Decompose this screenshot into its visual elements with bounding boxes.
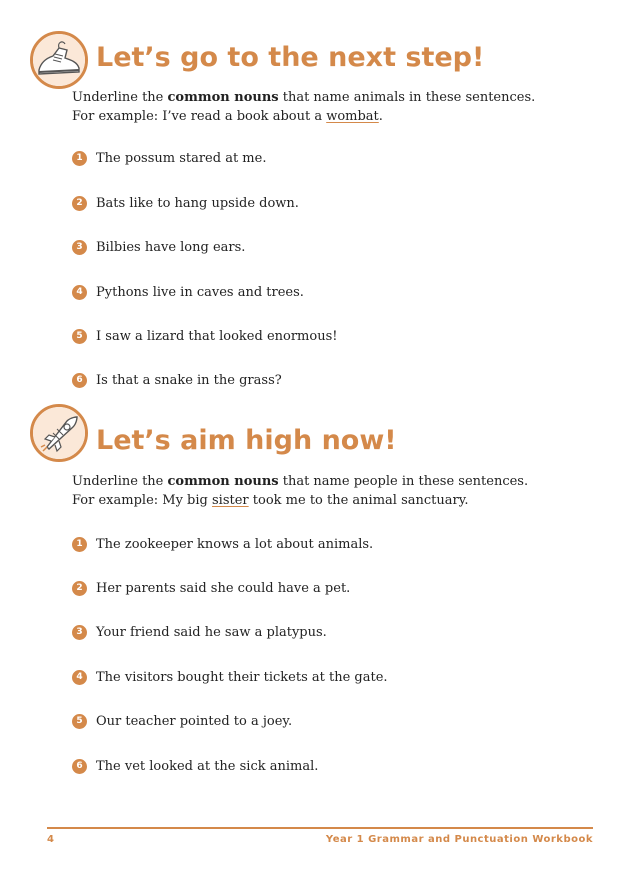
list-item — [72, 579, 350, 597]
list-item — [72, 194, 299, 212]
item-sentence: Is that a snake in the grass? — [96, 372, 282, 388]
footer-divider — [47, 827, 593, 829]
item-number: 2 — [72, 196, 87, 211]
list-item — [72, 668, 388, 686]
list-item — [72, 623, 327, 641]
instruction-keyword: common nouns — [167, 474, 279, 489]
item-number: 6 — [72, 373, 87, 388]
item-sentence: The possum stared at me. — [96, 150, 267, 166]
item-sentence: The vet looked at the sick animal. — [96, 758, 319, 774]
list-item — [72, 149, 266, 167]
instructions — [72, 88, 535, 126]
item-number: 3 — [72, 625, 87, 640]
item-number: 1 — [72, 537, 87, 552]
example-underlined-word: wombat — [326, 109, 379, 124]
list-item — [72, 757, 318, 775]
item-sentence: Your friend said he saw a platypus. — [96, 624, 327, 640]
item-number: 5 — [72, 714, 87, 729]
example-line: For example: I’ve read a book about a wombat. — [72, 109, 383, 124]
item-sentence: Her parents said she could have a pet. — [96, 580, 351, 596]
item-number: 1 — [72, 151, 87, 166]
example-underlined-word: sister — [212, 493, 249, 508]
instruction-line: Underline the common nouns that name people in these sentences. — [72, 474, 529, 489]
rocket-icon — [30, 404, 88, 462]
item-sentence: Bilbies have long ears. — [96, 239, 246, 255]
item-number: 5 — [72, 329, 87, 344]
section-title: Let’s aim high now! — [96, 425, 397, 456]
item-number: 4 — [72, 285, 87, 300]
section-title: Let’s go to the next step! — [96, 42, 485, 73]
item-number: 4 — [72, 670, 87, 685]
item-sentence: I saw a lizard that looked enormous! — [96, 328, 338, 344]
item-number: 2 — [72, 581, 87, 596]
instruction-keyword: common nouns — [167, 90, 279, 105]
item-number: 3 — [72, 240, 87, 255]
book-title: Year 1 Grammar and Punctuation Workbook — [325, 834, 593, 845]
item-sentence: The visitors bought their tickets at the gate. — [96, 669, 388, 685]
item-sentence: The zookeeper knows a lot about animals. — [96, 536, 374, 552]
example-line: For example: My big sister took me to the animal sanctuary. — [72, 493, 469, 508]
list-item — [72, 371, 282, 389]
item-sentence: Our teacher pointed to a joey. — [96, 713, 293, 729]
list-item — [72, 238, 245, 256]
item-number: 6 — [72, 759, 87, 774]
list-item — [72, 327, 337, 345]
list-item — [72, 283, 304, 301]
sneaker-icon — [30, 31, 88, 89]
list-item — [72, 712, 292, 730]
instruction-line: Underline the common nouns that name animals in these sentences. — [72, 90, 536, 105]
page-number: 4 — [47, 834, 55, 845]
instructions — [72, 472, 528, 510]
list-item — [72, 535, 373, 553]
item-sentence: Bats like to hang upside down. — [96, 195, 299, 211]
item-sentence: Pythons live in caves and trees. — [96, 284, 304, 300]
